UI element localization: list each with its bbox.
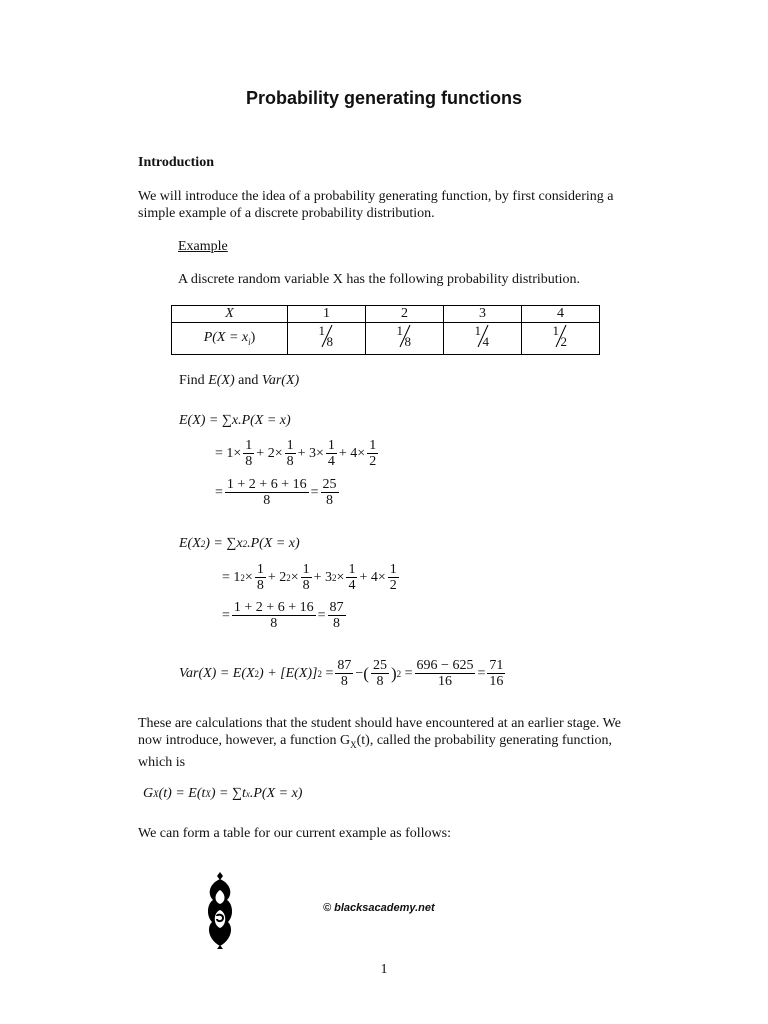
var-line: Var(X) = E(X 2 ) + [E(X)] 2 = $\frac{87}{8}$ − ( $\frac{25}{8}$ ) 2 = $\frac{696 - 625}{16}$ = $\frac{71}{16}$ <box>179 658 504 689</box>
intro-line: simple example of a discrete probability distribution. <box>138 206 435 221</box>
table-cell: 1 2 <box>522 323 600 355</box>
ex-line-3: = $\frac{1 + 2 + 6 + 16}{8}$ = $\frac{25}{8}$ <box>215 477 337 508</box>
table-cell: 4 <box>522 306 600 323</box>
table-cell: 1 8 <box>288 323 366 355</box>
body-paragraph: These are calculations that the student should have encountered at an earlier stage. We now introduce, however, a function $G_X(t)$, called the probability generating function, which is <box>138 716 621 770</box>
intro-paragraph <box>138 188 614 222</box>
example-label: Example <box>178 239 228 254</box>
page-number: 1 <box>380 962 388 977</box>
p-label: P(X = x <box>203 330 249 346</box>
ex2-line-1: E(X 2 ) = ∑x 2 .P(X = x) <box>179 536 300 551</box>
ex2-line-2: = 1 2 × $\frac{1}{8}$ + 2 2 × $\frac{1}{8}$ + 3 2 × $\frac{1}{4}$ + 4× $\frac{1}{2}$ <box>222 562 397 593</box>
table-header-p: $P(X = x_i)$ <box>172 323 288 355</box>
table-row <box>172 306 600 323</box>
intro-line: We will introduce the idea of a probability generating function, by first considering a <box>138 189 614 204</box>
p-sub: i <box>248 336 251 347</box>
table-cell: 3 <box>444 306 522 323</box>
ex-line-1: E(X) = ∑x.P(X = x) <box>179 413 291 428</box>
table-cell: 1 <box>288 306 366 323</box>
footer-copyright: © blacksacademy.net <box>323 902 435 914</box>
pgf-definition: G X (t) = E(t X ) = ∑t x .P(X = x) <box>143 786 303 801</box>
example-text: A discrete random variable X has the following probability distribution. <box>178 272 581 287</box>
table-cell: 1 4 <box>444 323 522 355</box>
section-heading: Introduction <box>138 155 214 170</box>
find-instruction: Find E(X) and Var(X) <box>179 373 300 388</box>
body-paragraph: We can form a table for our current example as follows: <box>138 826 451 841</box>
blacksacademy-logo-icon <box>203 870 237 950</box>
table-cell: 2 <box>366 306 444 323</box>
table-row <box>172 323 600 355</box>
ex2-line-3: = $\frac{1 + 2 + 6 + 16}{8}$ = $\frac{87}{8}$ <box>222 600 344 631</box>
ex-line-2: = 1× $\frac{1}{8}$ + 2× $\frac{1}{8}$ + 3× $\frac{1}{4}$ + 4× $\frac{1}{2}$ <box>215 438 377 469</box>
table-cell: 1 8 <box>366 323 444 355</box>
distribution-table <box>171 305 600 355</box>
page-title: Probability generating functions <box>245 88 523 108</box>
table-header-x: X <box>172 306 288 323</box>
